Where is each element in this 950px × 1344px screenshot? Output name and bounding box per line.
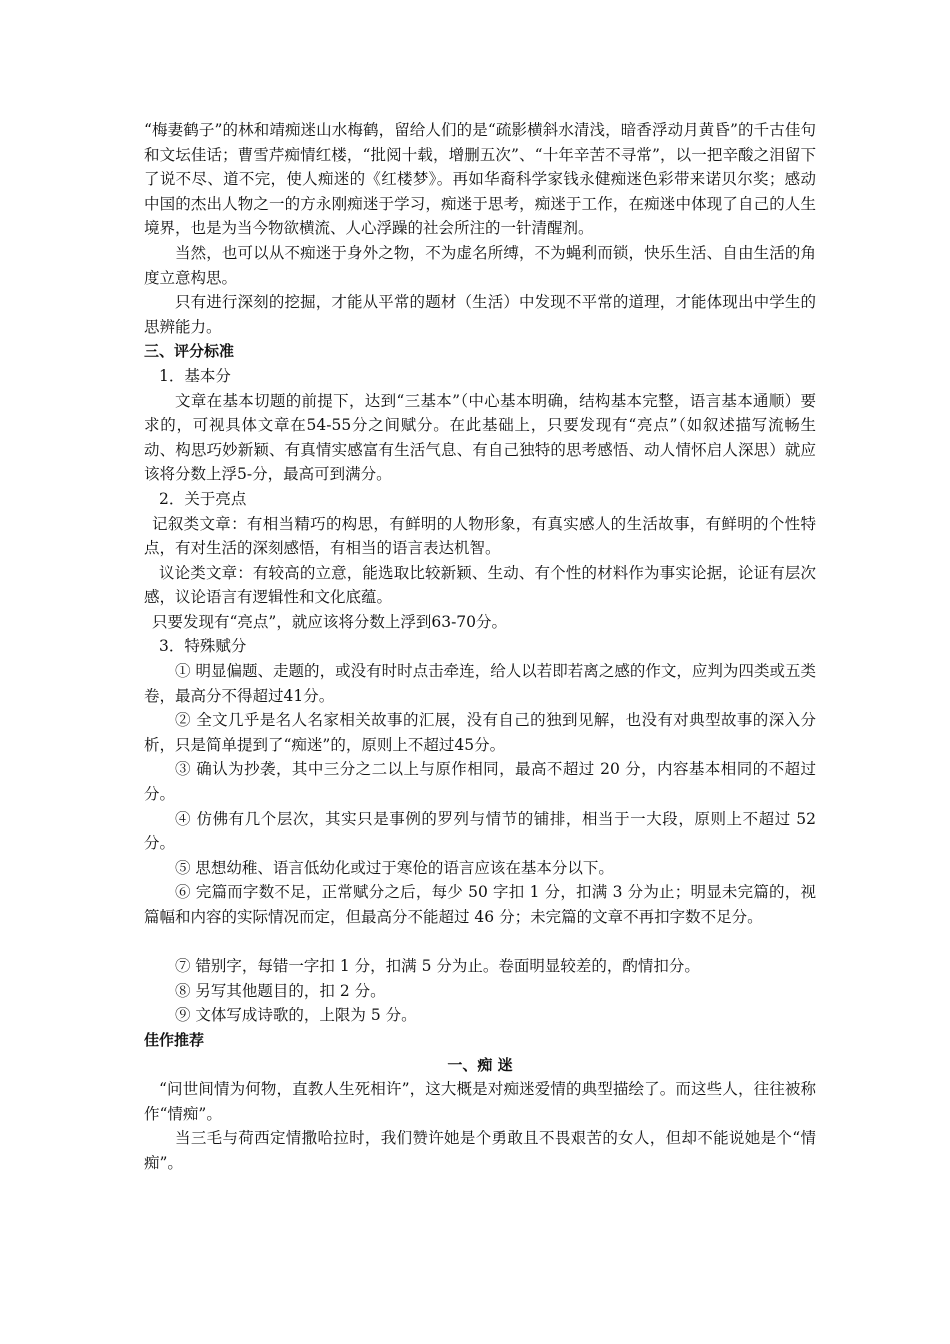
blank-line [144,930,816,955]
paragraph-narrative: 记叙类文章：有相当精巧的构思，有鲜明的人物形象，有真实感人的生活故事，有鲜明的个性特点，有对生活的深刻感悟，有相当的语言表达机智。 [144,514,816,558]
rule-item-2: ② 全文几乎是名人名家相关故事的汇展，没有自己的独到见解，也没有对典型故事的深入分析，只是简单提到了“痴迷”的，原则上不超过45分。 [144,711,816,754]
document-body [144,118,816,1176]
paragraph-conclusion: 只有进行深刻的挖掘，才能从平常的题材（生活）中发现不平常的道理，才能体现出中学生的思辨能力。 [144,293,816,336]
section-heading-recommended: 佳作推荐 [144,1030,205,1049]
rule-item-5: ⑤ 思想幼稚、语言低幼化或过于寒伧的语言应该在基本分以下。 [175,858,614,877]
essay-title: 一、痴 迷 [447,1055,513,1074]
essay-paragraph-2: 当三毛与荷西定情撒哈拉时，我们赞许她是个勇敢且不畏艰苦的女人，但却不能说她是个“情痴”。 [144,1129,816,1172]
subheading-special-scoring: 3．特殊赋分 [159,637,247,656]
rule-item-8: ⑧ 另写其他题目的，扣 2 分。 [175,981,386,1000]
paragraph-alternative: 当然，也可以从不痴迷于身外之物，不为虚名所缚，不为蝇利而锁，快乐生活、自由生活的角度立意构思。 [144,243,816,287]
paragraph-argumentative: 议论类文章：有较高的立意，能选取比较新颖、生动、有个性的材料作为事实论据，论证有层次感，议论语言有逻辑性和文化底蕴。 [144,563,816,607]
rule-item-1: ① 明显偏题、走题的，或没有时时点击牵连，给人以若即若离之感的作文，应判为四类或五类卷，最高分不得超过41分。 [144,662,816,705]
section-heading-scoring: 三、评分标准 [144,342,235,361]
essay-paragraph-1: “问世间情为何物，直教人生死相许”，这大概是对痴迷爱情的典型描绘了。而这些人，往往被称作“情痴”。 [144,1080,816,1123]
paragraph-examples: “梅妻鹤子”的林和靖痴迷山水梅鹤，留给人们的是“疏影横斜水清浅，暗香浮动月黄昏”的千古佳句和文坛佳话；曹雪芹痴情红楼，“批阅十载，增删五次”、“十年辛苦不寻常”，以一把辛酸之泪留下了说不尽、道不完，使人痴迷的《红楼梦》。再如华裔科学家钱永健痴迷色彩带来诺贝尔奖；感动中国的杰出人物之一的方永刚痴迷于学习，痴迷于思考，痴迷于工作，在痴迷中体现了自己的人生境界，也是为当今物欲横流、人心浮躁的社会所注的一针清醒剂。 [144,121,816,238]
rule-item-9: ⑨ 文体写成诗歌的，上限为 5 分。 [175,1006,417,1025]
rule-item-4: ④ 仿佛有几个层次，其实只是事例的罗列与情节的铺排，相当于一大段，原则上不超过 52 分。 [144,809,816,853]
paragraph-basic-score: 文章在基本切题的前提下，达到“三基本”（中心基本明确，结构基本完整，语言基本通顺）要求的，可视具体文章在54-55分之间赋分。在此基础上，只要发现有“亮点”（如叙述描写流畅生动、构思巧妙新颖、有真情实感富有生活气息、有自己独特的思考感悟、动人情怀启人深思）就应该将分数上浮5-分，最高可到满分。 [144,391,816,484]
subheading-basic-score: 1．基本分 [159,366,231,385]
rule-item-6: ⑥ 完篇而字数不足，正常赋分之后，每少 50 字扣 1 分，扣满 3 分为止；明显未完篇的，视篇幅和内容的实际情况而定，但最高分不能超过 46 分；未完篇的文章不再扣字数不足分。 [144,883,816,926]
subheading-highlights: 2．关于亮点 [159,489,247,508]
paragraph-highlight-rule: 只要发现有“亮点”，就应该将分数上浮到63-70分。 [152,612,508,631]
rule-item-7: ⑦ 错别字，每错一字扣 1 分，扣满 5 分为止。卷面明显较差的，酌情扣分。 [175,957,700,976]
rule-item-3: ③ 确认为抄袭，其中三分之二以上与原作相同，最高不超过 20 分，内容基本相同的不超过分。 [144,760,816,804]
